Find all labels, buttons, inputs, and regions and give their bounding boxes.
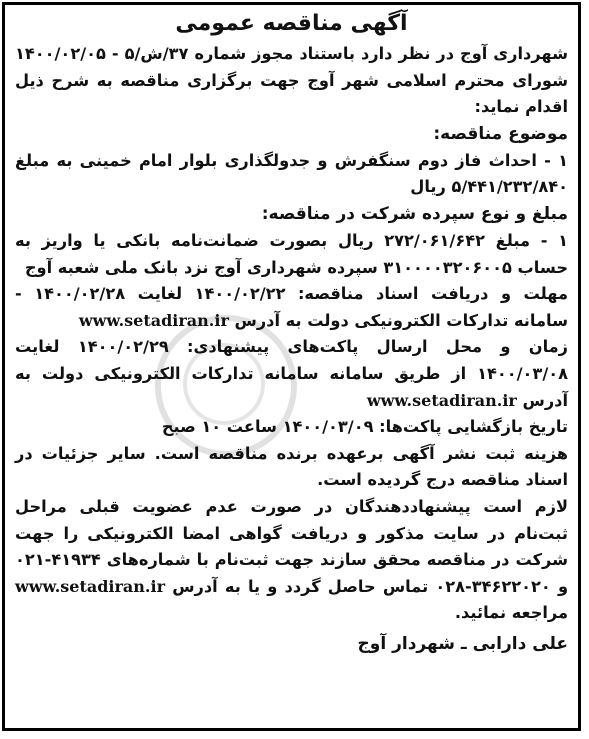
notice-title: آگهی مناقصه عمومی (175, 11, 408, 36)
documents-text: مهلت و دریافت اسناد مناقصه: ۱۴۰۰/۰۲/۲۲ لغایت ۱۴۰۰/۰۲/۲۸ - سامانه تدارکات الکترونیکی دولت به آدرس (15, 284, 568, 330)
deposit-heading: مبلغ و نوع سپرده شرکت در مناقصه: (261, 203, 568, 224)
cost-text: هزینه ثبت نشر آگهی برعهده برنده مناقصه است. سایر جزئیات در اسناد مناقصه درج گردیده است. (15, 443, 568, 490)
notice-intro: شهرداری آوج در نظر دارد باستناد مجوز شماره ۳۷/ش/۵ - ۱۴۰۰/۰۲/۰۵ شورای محترم اسلامی شهر آوج جهت برگزاری مناقصه به شرح ذیل اقدام نماید: (15, 44, 568, 117)
submission-text: زمان و محل ارسال پاکت‌های پیشنهادی: ۱۴۰۰/۰۲/۲۹ لغایت ۱۴۰۰/۰۳/۰۸ از طریق سامانه سامانه تدارکات الکترونیکی دولت به آدرس (15, 337, 568, 410)
notice-body (15, 9, 568, 724)
deposit-text: ۱ - مبلغ ۲۷۲/۰۶۱/۶۴۲ ریال بصورت ضمانت‌نامه بانکی یا واریز به حساب ۳۱۰۰۰۰۳۲۰۶۰۰۵ سپرده شهرداری آوج نزد بانک ملی شعبه آوج (15, 230, 569, 277)
signature: علی دارابی ـ شهردار آوج (357, 633, 568, 654)
website-link-1[interactable]: www.setadiran.ir (78, 310, 229, 330)
registration-suffix: مراجعه نمائید. (454, 603, 568, 623)
subject-heading: موضوع مناقصه: (433, 123, 568, 144)
website-link-3[interactable]: www.setadiran.ir (15, 576, 165, 596)
subject-text: ۱ - احداث فاز دوم سنگفرش و جدولگذاری بلوار امام خمینی به مبلغ ۵/۴۴۱/۲۳۲/۸۴۰ ریال (15, 150, 568, 197)
registration-paragraph (15, 494, 568, 627)
opening-date-text: تاریخ بازگشایی پاکت‌ها: ۱۴۰۰/۰۳/۰۹ ساعت ۱۰ صبح (161, 417, 568, 437)
submission-paragraph (15, 334, 568, 414)
documents-paragraph (15, 281, 568, 334)
notice-frame (2, 2, 581, 731)
website-link-2[interactable]: www.setadiran.ir (366, 390, 517, 410)
registration-text: لازم است پیشنهاددهندگان در صورت عدم عضویت قبلی مراحل ثبت‌نام در سایت مذکور و دریافت گواهی امضا الکترونیکی را جهت شرکت در مناقصه محقق سازند جهت ثبت‌نام با شماره‌های ۴۱۹۳۴-۰۲۱ و ۳۴۶۲۲۰۲۰-۰۲۸ تماس حاصل گردد و یا به آدرس (15, 496, 569, 596)
